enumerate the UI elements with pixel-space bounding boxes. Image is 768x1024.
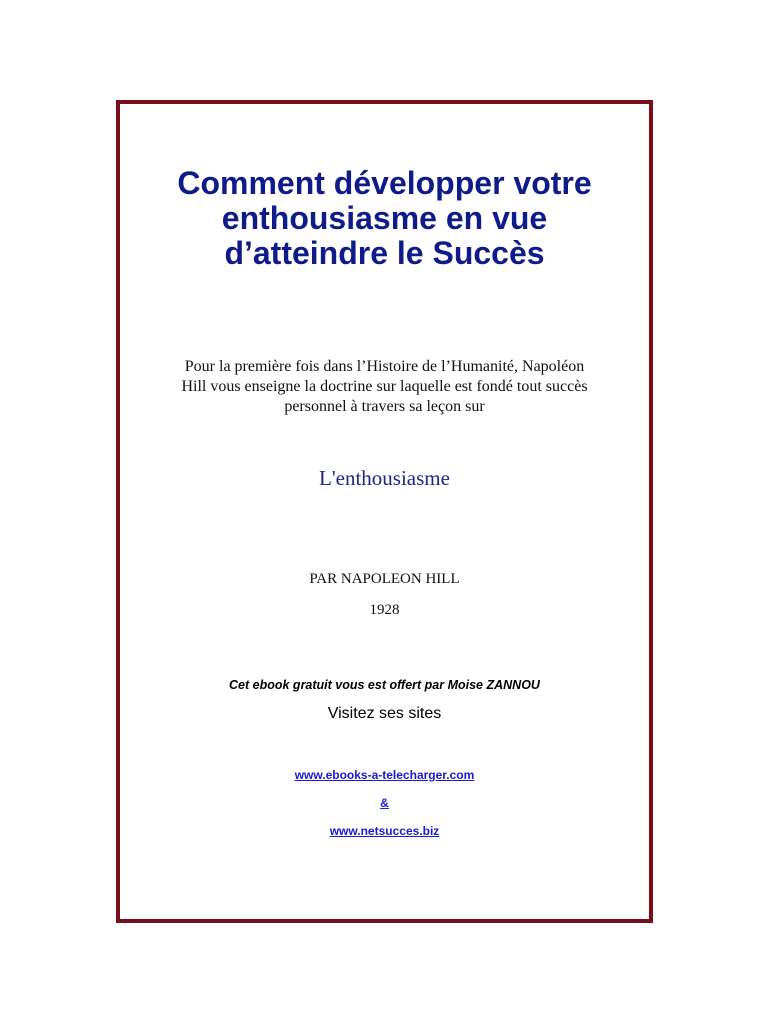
site-link-2-row [120, 823, 649, 839]
site-link-netsucces[interactable]: www.netsucces.biz [329, 824, 440, 838]
intro-line-2: Hill vous enseigne la doctrine sur laquelle est fondé tout succès [181, 378, 588, 395]
site-link-ebooks-a-telecharger[interactable]: www.ebooks-a-telecharger.com [294, 768, 475, 782]
cover-frame [116, 100, 653, 923]
author-line: PAR NAPOLEON HILL [309, 571, 460, 587]
link-separator-ampersand[interactable]: & [380, 796, 389, 810]
publication-year: 1928 [369, 602, 400, 618]
intro-line-3: personnel à travers sa leçon sur [284, 398, 485, 415]
site-link-1-row [120, 767, 649, 783]
offer-notice: Cet ebook gratuit vous est offert par Moise ZANNOU [229, 678, 540, 692]
visit-sites-label: Visitez ses sites [327, 705, 442, 722]
link-separator-row [120, 795, 649, 811]
intro-paragraph [140, 357, 629, 417]
title-line-2: enthousiasme en vue [221, 200, 548, 236]
lesson-subject: L'enthousiasme [319, 466, 450, 490]
title-line-3: d’atteindre le Succès [224, 235, 545, 271]
intro-line-1: Pour la première fois dans l’Histoire de l’Humanité, Napoléon [184, 358, 585, 375]
title-line-1: Comment développer votre [177, 165, 592, 201]
cover-title [120, 166, 649, 271]
